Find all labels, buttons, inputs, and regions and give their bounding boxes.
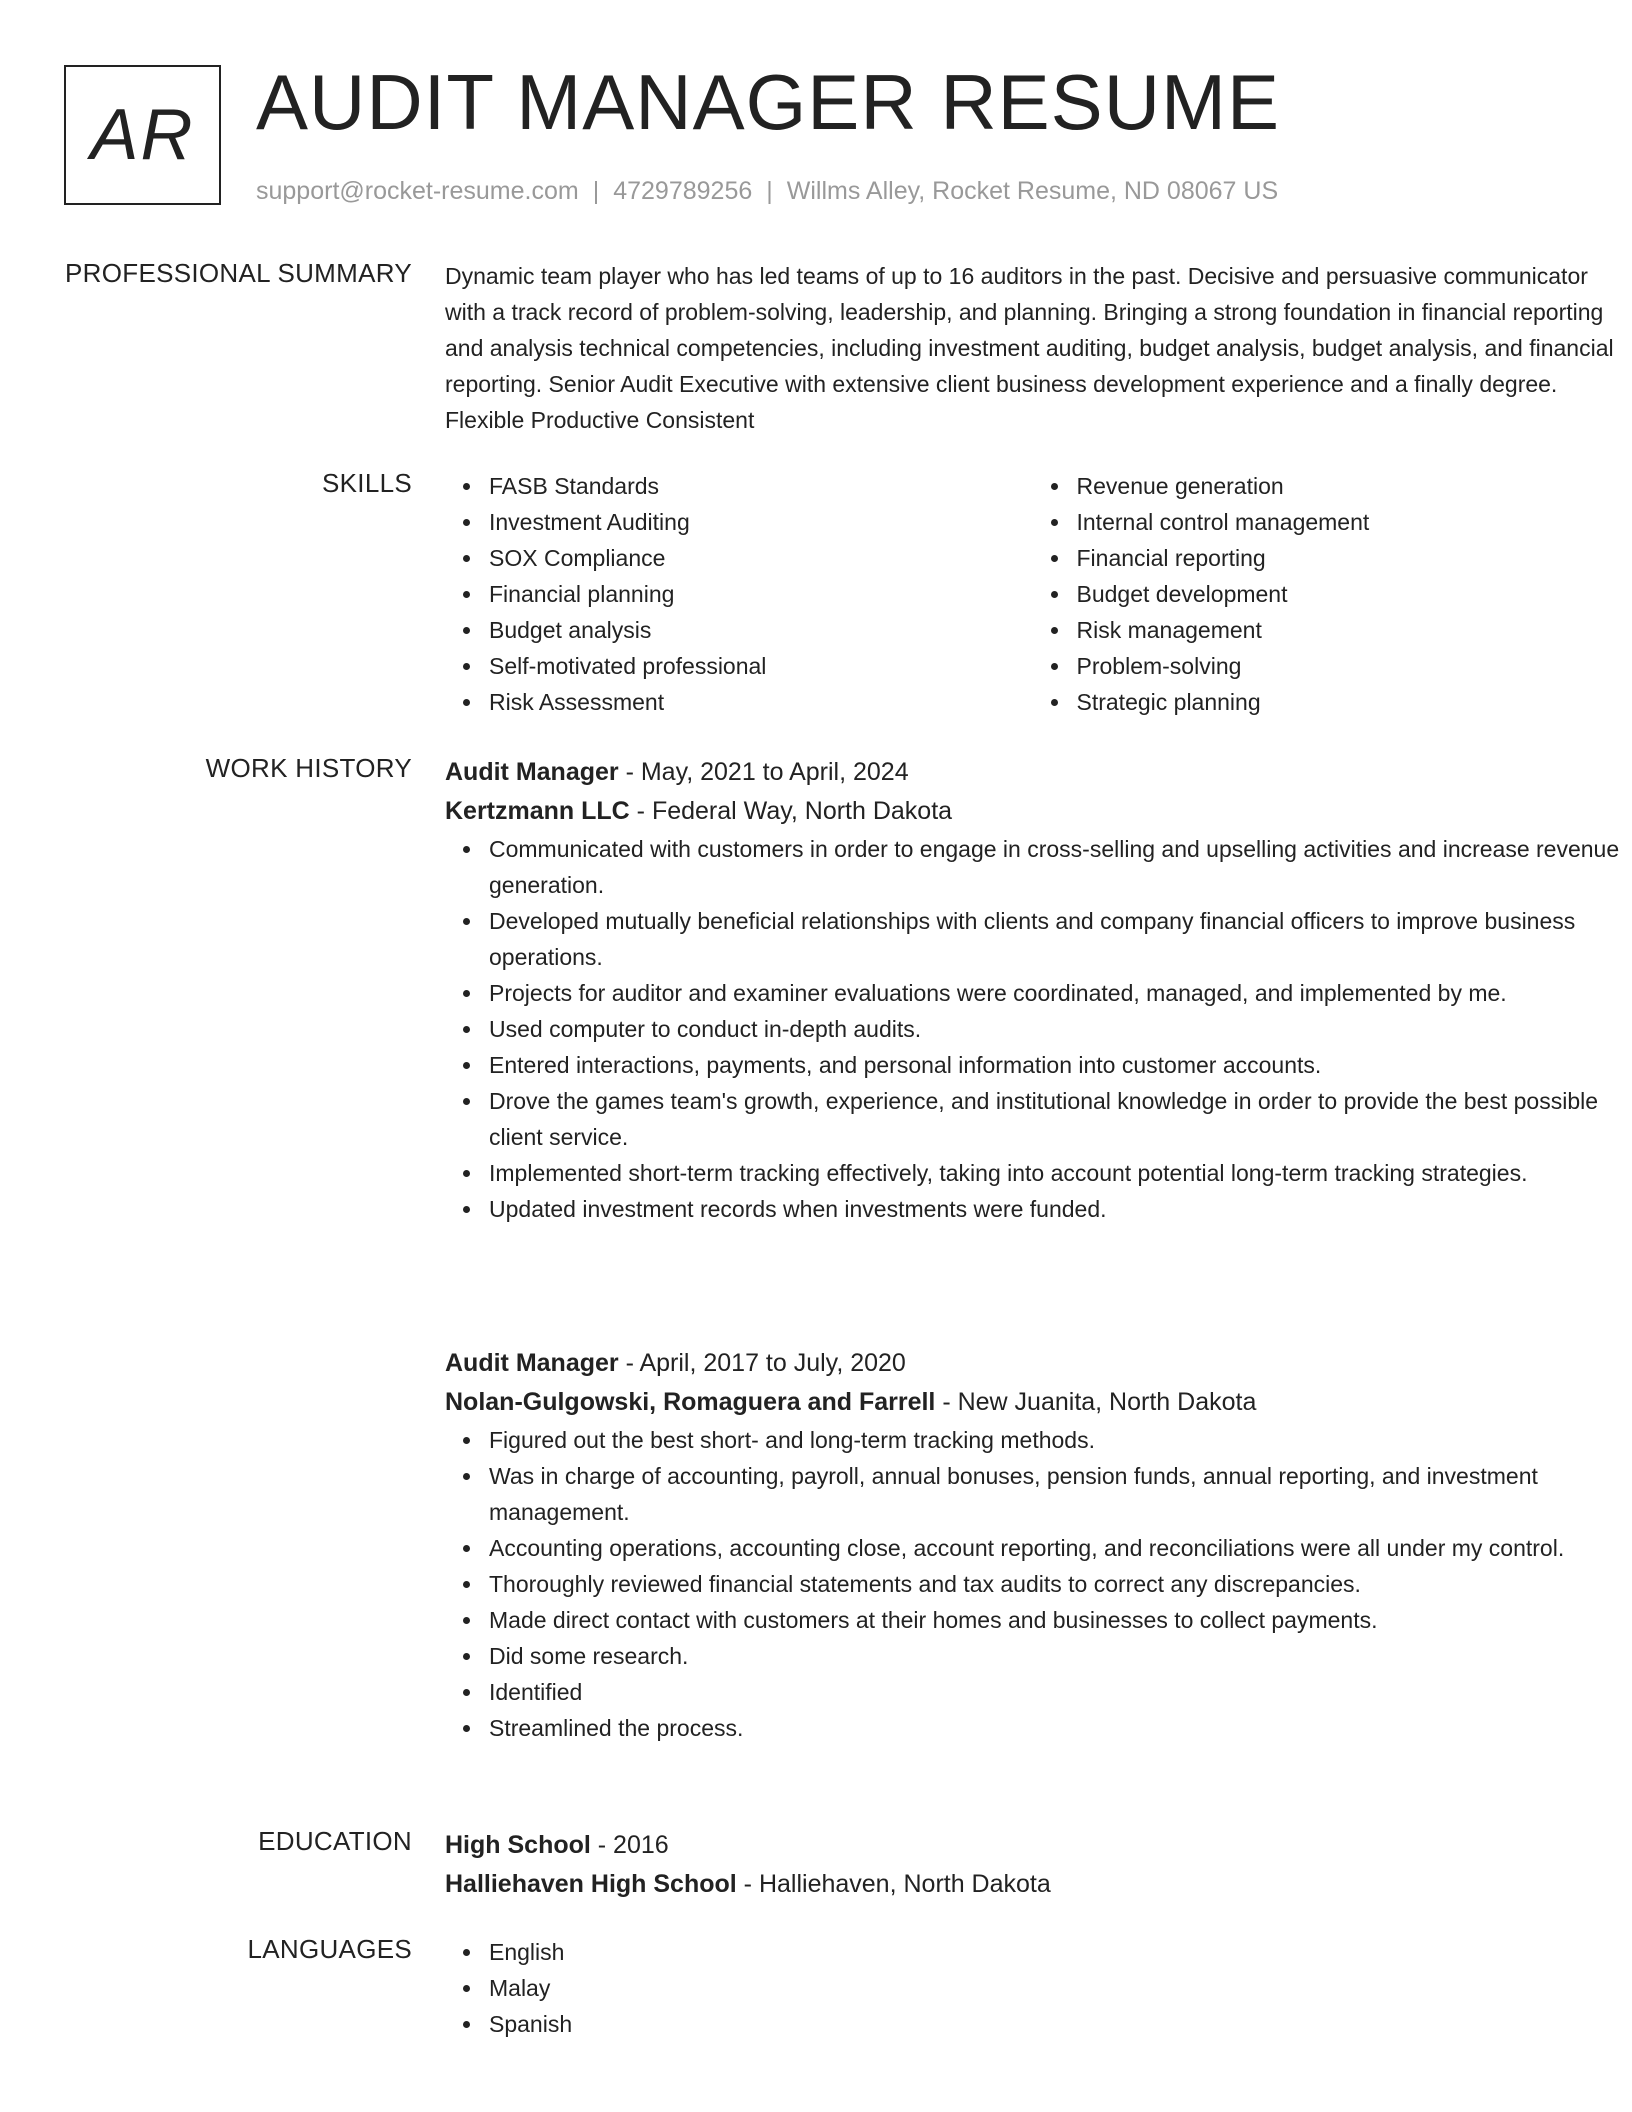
education-location: - Halliehaven, North Dakota xyxy=(736,1870,1051,1898)
skill-item: Risk management xyxy=(1077,612,1621,648)
skills-body xyxy=(445,468,1620,720)
education-body xyxy=(445,1826,1620,1904)
education-degree: High School xyxy=(445,1831,591,1859)
skill-item: FASB Standards xyxy=(489,468,1033,504)
languages-body xyxy=(445,1934,1620,2042)
skill-item: Financial reporting xyxy=(1077,540,1621,576)
job-duty: Projects for auditor and examiner evaluations were coordinated, managed, and implemented by me. xyxy=(489,975,1620,1011)
skill-item: Investment Auditing xyxy=(489,504,1033,540)
skill-item: Budget analysis xyxy=(489,612,1033,648)
language-item: English xyxy=(489,1934,1620,1970)
contact-line xyxy=(256,177,1278,206)
job-duty: Streamlined the process. xyxy=(489,1710,1620,1746)
skill-item: Revenue generation xyxy=(1077,468,1621,504)
job-duty: Entered interactions, payments, and personal information into customer accounts. xyxy=(489,1047,1620,1083)
job-duty: Was in charge of accounting, payroll, annual bonuses, pension funds, annual reporting, and investment management. xyxy=(489,1458,1620,1530)
skills-list-right xyxy=(1033,468,1621,720)
job-dates: - April, 2017 to July, 2020 xyxy=(618,1349,906,1377)
job-duty: Thoroughly reviewed financial statements and tax audits to correct any discrepancies. xyxy=(489,1566,1620,1602)
work-history-heading: WORK HISTORY xyxy=(205,753,412,783)
job-duty: Identified xyxy=(489,1674,1620,1710)
job-role: Audit Manager xyxy=(445,758,619,786)
job-duty: Accounting operations, accounting close, account reporting, and reconciliations were all under my control. xyxy=(489,1530,1620,1566)
language-item: Spanish xyxy=(489,2006,1620,2042)
job-company: Kertzmann LLC xyxy=(445,797,630,825)
job-duty: Updated investment records when investments were funded. xyxy=(489,1191,1620,1227)
education-heading: EDUCATION xyxy=(258,1826,412,1856)
summary-body xyxy=(445,258,1620,438)
language-item: Malay xyxy=(489,1970,1620,2006)
contact-address: Willms Alley, Rocket Resume, ND 08067 US xyxy=(786,177,1279,205)
summary-text: Dynamic team player who has led teams of up to 16 auditors in the past. Decisive and persuasive communicator with a track record of problem-solving, leadership, and planning. Bringing a strong foundation in financial reporting and analysis technical competencies, including investment auditing, budget analysis, budget analysis, and financial reporting. Senior Audit Executive with extensive client business development experience and a finally degree. Flexible Productive Consistent xyxy=(445,263,1614,433)
job-entry xyxy=(445,753,1620,1227)
education-year: - 2016 xyxy=(590,1831,669,1859)
contact-email[interactable]: support@rocket-resume.com xyxy=(256,177,579,205)
contact-phone[interactable]: 4729789256 xyxy=(613,177,753,205)
skill-item: Strategic planning xyxy=(1077,684,1621,720)
skill-item: Risk Assessment xyxy=(489,684,1033,720)
job-company-line xyxy=(445,1382,1620,1422)
education-school-line xyxy=(445,1864,1620,1904)
contact-separator: | xyxy=(592,177,600,205)
job-duty: Implemented short-term tracking effectively, taking into account potential long-term tracking strategies. xyxy=(489,1155,1620,1191)
skill-item: Internal control management xyxy=(1077,504,1621,540)
resume-title: AUDIT MANAGER RESUME xyxy=(256,58,1281,146)
job-duty: Used computer to conduct in-depth audits. xyxy=(489,1011,1620,1047)
job-duty: Did some research. xyxy=(489,1638,1620,1674)
job-company-line xyxy=(445,791,1620,831)
job-duty: Made direct contact with customers at their homes and businesses to collect payments. xyxy=(489,1602,1620,1638)
job-duty: Figured out the best short- and long-term tracking methods. xyxy=(489,1422,1620,1458)
skills-columns xyxy=(445,468,1620,720)
job-entry xyxy=(445,1344,1620,1746)
job-company: Nolan-Gulgowski, Romaguera and Farrell xyxy=(445,1388,936,1416)
job-duties-list xyxy=(445,831,1620,1227)
skill-item: Self-motivated professional xyxy=(489,648,1033,684)
summary-heading: PROFESSIONAL SUMMARY xyxy=(65,258,412,288)
education-school: Halliehaven High School xyxy=(445,1870,737,1898)
job-duty: Developed mutually beneficial relationships with clients and company financial officers to improve business operations. xyxy=(489,903,1620,975)
education-degree-line xyxy=(445,1826,1620,1864)
skill-item: Problem-solving xyxy=(1077,648,1621,684)
job-location: - New Juanita, North Dakota xyxy=(935,1388,1257,1416)
skill-item: SOX Compliance xyxy=(489,540,1033,576)
languages-list xyxy=(445,1934,1620,2042)
job-title-line xyxy=(445,753,1620,791)
job-location: - Federal Way, North Dakota xyxy=(629,797,953,825)
job-dates: - May, 2021 to April, 2024 xyxy=(618,758,909,786)
job-duties-list xyxy=(445,1422,1620,1746)
initials-logo: AR xyxy=(64,65,221,205)
job-duty: Drove the games team's growth, experience, and institutional knowledge in order to provide the best possible client service. xyxy=(489,1083,1620,1155)
languages-heading: LANGUAGES xyxy=(247,1934,412,1964)
skill-item: Budget development xyxy=(1077,576,1621,612)
job-role: Audit Manager xyxy=(445,1349,619,1377)
job-title-line xyxy=(445,1344,1620,1382)
skills-heading: SKILLS xyxy=(322,468,412,498)
job-duty: Communicated with customers in order to engage in cross-selling and upselling activities and increase revenue generation. xyxy=(489,831,1620,903)
contact-separator: | xyxy=(766,177,773,205)
skills-list-left xyxy=(445,468,1033,720)
skill-item: Financial planning xyxy=(489,576,1033,612)
resume-header xyxy=(64,58,1584,210)
